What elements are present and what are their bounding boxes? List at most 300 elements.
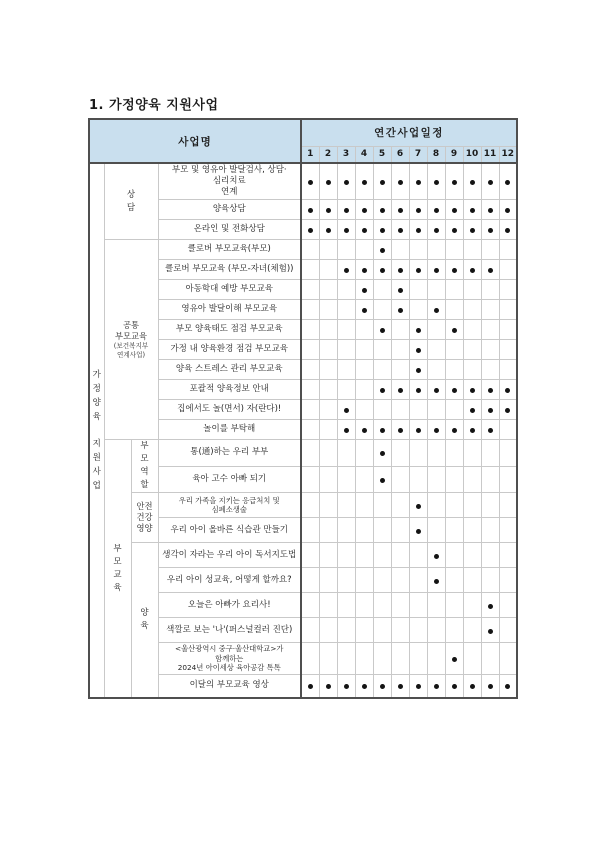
month-cell [373, 400, 391, 420]
month-cell [337, 220, 355, 240]
page-title: 1. 가정양육 지원사업 [89, 98, 219, 113]
month-cell [481, 643, 499, 674]
group-label-counseling [104, 163, 158, 240]
schedule-dot [362, 288, 367, 293]
schedule-dot [416, 328, 421, 333]
schedule-dot [416, 529, 421, 534]
month-cell [319, 568, 337, 593]
month-cell [445, 466, 463, 493]
group-label-line: (보건복지부 [113, 341, 149, 350]
vertical-label-char: 부 [140, 441, 149, 452]
month-cell [445, 200, 463, 220]
month-cell [337, 466, 355, 493]
month-cell [373, 280, 391, 300]
month-cell [445, 260, 463, 280]
schedule-dot [505, 208, 510, 213]
month-cell [319, 493, 337, 518]
month-cell [463, 260, 481, 280]
month-cell [319, 320, 337, 340]
month-cell [319, 240, 337, 260]
month-cell [355, 163, 373, 200]
schedule-dot [434, 268, 439, 273]
vertical-label-char: 사 [92, 467, 101, 478]
schedule-dot [326, 208, 331, 213]
month-cell [499, 200, 517, 220]
schedule-dot [398, 228, 403, 233]
month-cell [463, 674, 481, 698]
month-cell [445, 568, 463, 593]
month-cell [301, 240, 319, 260]
month-cell [301, 400, 319, 420]
month-cell [481, 518, 499, 543]
schedule-dot [398, 268, 403, 273]
month-cell [319, 300, 337, 320]
month-cell [355, 674, 373, 698]
month-cell [427, 400, 445, 420]
month-cell [391, 280, 409, 300]
group-label-line: 건강 [136, 512, 153, 523]
month-cell [373, 300, 391, 320]
month-cell [373, 340, 391, 360]
month-cell [355, 593, 373, 618]
subgroup-label-nurture [131, 543, 158, 698]
vertical-label-char: 지 [92, 439, 101, 450]
schedule-dot [452, 388, 457, 393]
group-label-parent-edu [104, 440, 131, 698]
month-cell [337, 674, 355, 698]
vertical-label-char: 양 [92, 398, 101, 409]
month-cell [499, 440, 517, 467]
month-cell [391, 493, 409, 518]
schedule-dot [308, 684, 313, 689]
month-cell [337, 518, 355, 543]
group-label-line: 안전 [136, 501, 153, 512]
table-header-program-name: 사업명 [89, 119, 301, 163]
month-cell [463, 360, 481, 380]
month-cell [463, 593, 481, 618]
table-header-annual-schedule: 연간사업일정 [301, 119, 517, 146]
month-cell [355, 340, 373, 360]
month-cell [481, 340, 499, 360]
month-cell [481, 568, 499, 593]
month-cell [301, 320, 319, 340]
schedule-dot [380, 328, 385, 333]
month-cell [319, 518, 337, 543]
month-cell [499, 568, 517, 593]
month-cell [499, 400, 517, 420]
schedule-dot [308, 228, 313, 233]
month-cell [499, 260, 517, 280]
month-cell [463, 568, 481, 593]
month-cell [391, 400, 409, 420]
month-cell [337, 643, 355, 674]
month-cell [481, 240, 499, 260]
month-cell [499, 518, 517, 543]
month-header-cell: 1 [301, 146, 319, 163]
month-cell [427, 280, 445, 300]
month-cell [499, 466, 517, 493]
month-cell [427, 200, 445, 220]
month-header-cell: 9 [445, 146, 463, 163]
schedule-dot [398, 180, 403, 185]
month-cell [337, 320, 355, 340]
month-cell [355, 360, 373, 380]
schedule-dot [326, 180, 331, 185]
program-name-cell: 아동학대 예방 부모교육 [158, 280, 301, 300]
month-cell [409, 220, 427, 240]
vertical-label-char: 양 [140, 608, 149, 619]
month-cell [499, 300, 517, 320]
vertical-label-char: 원 [92, 453, 101, 464]
month-cell [445, 643, 463, 674]
schedule-dot [505, 228, 510, 233]
month-cell [391, 618, 409, 643]
schedule-dot [488, 208, 493, 213]
month-cell [391, 300, 409, 320]
schedule-dot [488, 228, 493, 233]
month-cell [481, 300, 499, 320]
month-cell [319, 340, 337, 360]
month-cell [445, 240, 463, 260]
program-name-cell: 육아 고수 아빠 되기 [158, 466, 301, 493]
month-cell [319, 440, 337, 467]
month-cell [427, 568, 445, 593]
month-header-cell: 3 [337, 146, 355, 163]
month-cell [337, 618, 355, 643]
month-cell [481, 280, 499, 300]
month-cell [427, 360, 445, 380]
month-cell [301, 200, 319, 220]
month-cell [355, 643, 373, 674]
vertical-label-char: 할 [140, 480, 149, 491]
schedule-dot [362, 684, 367, 689]
month-cell [337, 200, 355, 220]
month-cell [337, 260, 355, 280]
schedule-dot [380, 684, 385, 689]
schedule-dot [344, 228, 349, 233]
month-cell [373, 380, 391, 400]
month-cell [427, 300, 445, 320]
schedule-dot [344, 408, 349, 413]
vertical-label-char: 부 [113, 543, 122, 554]
month-cell [427, 643, 445, 674]
program-name-cell: 집에서도 놀(면서) 자(란다)! [158, 400, 301, 420]
month-cell [499, 340, 517, 360]
month-cell [499, 643, 517, 674]
month-cell [409, 400, 427, 420]
month-cell [409, 280, 427, 300]
month-cell [337, 280, 355, 300]
program-name-cell: 양육 스트레스 관리 부모교육 [158, 360, 301, 380]
month-header-cell: 5 [373, 146, 391, 163]
month-cell [391, 518, 409, 543]
month-cell [373, 420, 391, 440]
month-header-cell: 11 [481, 146, 499, 163]
month-cell [391, 320, 409, 340]
schedule-dot [416, 388, 421, 393]
month-cell [409, 240, 427, 260]
month-cell [319, 163, 337, 200]
month-cell [301, 300, 319, 320]
month-cell [499, 320, 517, 340]
month-cell [337, 420, 355, 440]
month-cell [373, 593, 391, 618]
month-cell [301, 493, 319, 518]
month-cell [319, 643, 337, 674]
month-cell [445, 420, 463, 440]
month-cell [481, 593, 499, 618]
month-cell [445, 320, 463, 340]
month-cell [319, 360, 337, 380]
month-cell [481, 320, 499, 340]
month-cell [391, 466, 409, 493]
month-cell [301, 466, 319, 493]
program-name-cell: 생각이 자라는 우리 아이 독서지도법 [158, 543, 301, 568]
month-cell [337, 593, 355, 618]
month-cell [337, 380, 355, 400]
schedule-dot [362, 428, 367, 433]
schedule-dot [434, 684, 439, 689]
month-cell [391, 674, 409, 698]
month-header-cell: 4 [355, 146, 373, 163]
schedule-dot [416, 180, 421, 185]
month-cell [499, 543, 517, 568]
month-cell [427, 518, 445, 543]
month-cell [409, 466, 427, 493]
month-cell [445, 280, 463, 300]
schedule-dot [380, 268, 385, 273]
month-cell [391, 340, 409, 360]
month-cell [301, 280, 319, 300]
month-cell [373, 466, 391, 493]
month-cell [391, 380, 409, 400]
month-cell [409, 420, 427, 440]
schedule-dot [488, 428, 493, 433]
month-cell [301, 618, 319, 643]
month-cell [409, 300, 427, 320]
month-cell [337, 440, 355, 467]
month-cell [445, 593, 463, 618]
month-cell [319, 260, 337, 280]
month-cell [427, 543, 445, 568]
program-name-cell: 이달의 부모교육 영상 [158, 674, 301, 698]
month-cell [301, 163, 319, 200]
month-cell [409, 340, 427, 360]
month-cell [445, 618, 463, 643]
month-cell [373, 163, 391, 200]
group-label-common-parent-edu [104, 240, 158, 440]
month-cell [301, 440, 319, 467]
program-name-cell: 통(通)하는 우리 부부 [158, 440, 301, 467]
schedule-dot [434, 388, 439, 393]
month-cell [499, 360, 517, 380]
month-cell [301, 674, 319, 698]
month-cell [499, 220, 517, 240]
month-cell [463, 220, 481, 240]
schedule-dot [488, 408, 493, 413]
month-cell [427, 240, 445, 260]
schedule-dot [398, 388, 403, 393]
schedule-dot [398, 684, 403, 689]
schedule-dot [416, 368, 421, 373]
month-cell [391, 360, 409, 380]
month-cell [355, 260, 373, 280]
vertical-label-char: 역 [140, 467, 149, 478]
schedule-dot [452, 268, 457, 273]
month-cell [481, 674, 499, 698]
month-cell [373, 618, 391, 643]
schedule-table-wrap [88, 118, 518, 699]
month-cell [391, 568, 409, 593]
month-cell [355, 493, 373, 518]
month-cell [409, 493, 427, 518]
month-cell [301, 380, 319, 400]
month-cell [463, 420, 481, 440]
month-cell [409, 518, 427, 543]
schedule-dot [452, 228, 457, 233]
month-cell [481, 400, 499, 420]
month-cell [355, 543, 373, 568]
schedule-dot [380, 248, 385, 253]
schedule-dot [380, 428, 385, 433]
month-cell [337, 240, 355, 260]
month-cell [427, 440, 445, 467]
month-cell [409, 200, 427, 220]
month-cell [355, 280, 373, 300]
subgroup-label-parent-role [131, 440, 158, 493]
month-cell [427, 380, 445, 400]
month-cell [463, 280, 481, 300]
month-cell [391, 200, 409, 220]
month-cell [373, 220, 391, 240]
month-cell [481, 543, 499, 568]
month-cell [409, 643, 427, 674]
schedule-dot [344, 268, 349, 273]
schedule-dot [398, 428, 403, 433]
month-cell [427, 420, 445, 440]
schedule-dot [434, 228, 439, 233]
month-cell [463, 320, 481, 340]
month-cell [427, 618, 445, 643]
month-cell [409, 593, 427, 618]
program-name-cell: 영유아 발달이해 부모교육 [158, 300, 301, 320]
month-cell [391, 240, 409, 260]
month-header-cell: 7 [409, 146, 427, 163]
schedule-dot [505, 684, 510, 689]
month-cell [373, 440, 391, 467]
month-cell [463, 493, 481, 518]
month-cell [463, 543, 481, 568]
month-header-cell: 10 [463, 146, 481, 163]
month-cell [391, 543, 409, 568]
schedule-dot [362, 268, 367, 273]
month-cell [409, 674, 427, 698]
vertical-label-char: 교 [113, 569, 122, 580]
month-cell [445, 400, 463, 420]
month-header-cell: 12 [499, 146, 517, 163]
month-cell [463, 300, 481, 320]
month-cell [427, 220, 445, 240]
schedule-dot [344, 684, 349, 689]
month-cell [445, 340, 463, 360]
month-cell [301, 543, 319, 568]
schedule-dot [416, 428, 421, 433]
program-name-cell: 부모 양육태도 점검 부모교육 [158, 320, 301, 340]
month-cell [409, 360, 427, 380]
schedule-dot [362, 180, 367, 185]
program-name-cell: 우리 아이 올바른 식습관 만들기 [158, 518, 301, 543]
schedule-dot [380, 228, 385, 233]
program-name-cell: 포괄적 양육정보 안내 [158, 380, 301, 400]
month-cell [373, 200, 391, 220]
month-cell [319, 220, 337, 240]
month-cell [481, 493, 499, 518]
schedule-dot [488, 180, 493, 185]
month-cell [319, 380, 337, 400]
program-name-cell: 가정 내 양육환경 점검 부모교육 [158, 340, 301, 360]
group-label-line: 공통 [122, 319, 140, 330]
month-cell [373, 543, 391, 568]
month-cell [337, 400, 355, 420]
month-cell [391, 440, 409, 467]
side-label-vertical [89, 163, 104, 698]
month-header-cell: 8 [427, 146, 445, 163]
schedule-dot [470, 180, 475, 185]
month-cell [355, 240, 373, 260]
vertical-label-char: 정 [92, 384, 101, 395]
month-cell [427, 320, 445, 340]
schedule-dot [434, 554, 439, 559]
month-cell [445, 300, 463, 320]
month-cell [463, 643, 481, 674]
vertical-label-char: 모 [140, 454, 149, 465]
schedule-dot [362, 208, 367, 213]
month-cell [355, 380, 373, 400]
vertical-label-char: 상 [126, 189, 136, 200]
month-cell [481, 260, 499, 280]
schedule-dot [488, 604, 493, 609]
month-cell [463, 618, 481, 643]
month-cell [373, 360, 391, 380]
month-cell [319, 674, 337, 698]
schedule-dot [398, 288, 403, 293]
schedule-dot [326, 228, 331, 233]
month-cell [427, 340, 445, 360]
month-cell [481, 220, 499, 240]
program-name-cell: 놀이를 부탁해 [158, 420, 301, 440]
schedule-dot [488, 684, 493, 689]
schedule-dot [362, 308, 367, 313]
month-cell [499, 674, 517, 698]
schedule-table [88, 118, 518, 699]
schedule-dot [470, 208, 475, 213]
schedule-dot [380, 478, 385, 483]
month-cell [355, 320, 373, 340]
month-cell [337, 493, 355, 518]
month-cell [463, 466, 481, 493]
month-cell [355, 420, 373, 440]
month-cell [409, 380, 427, 400]
schedule-dot [452, 180, 457, 185]
program-name-cell: 클로버 부모교육 (부모-자녀(체험)) [158, 260, 301, 280]
month-cell [301, 220, 319, 240]
month-cell [373, 260, 391, 280]
schedule-dot [380, 208, 385, 213]
schedule-dot [380, 451, 385, 456]
schedule-dot [452, 328, 457, 333]
month-cell [355, 400, 373, 420]
month-cell [391, 420, 409, 440]
